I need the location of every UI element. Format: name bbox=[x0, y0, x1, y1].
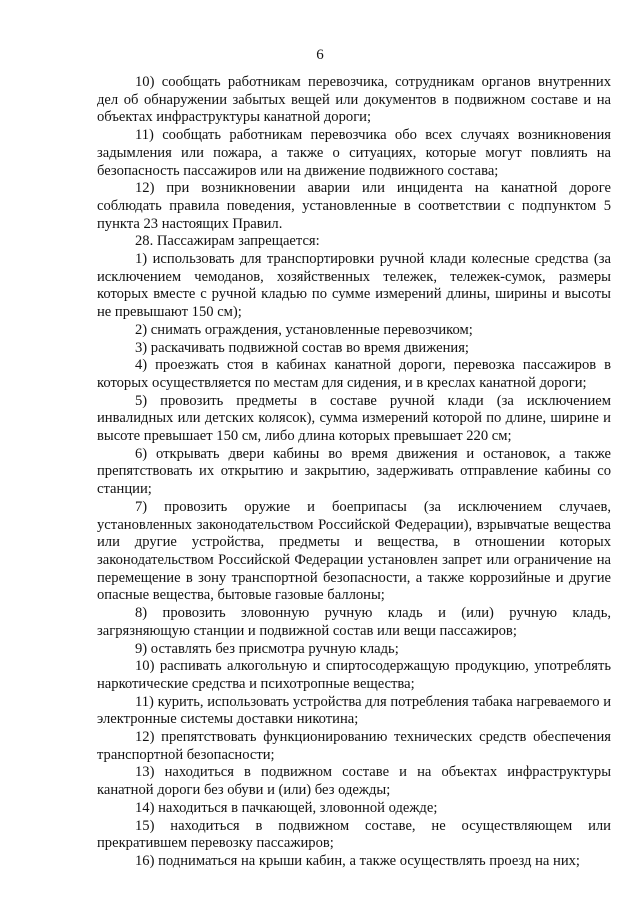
paragraph-item-10-report-forgotten-items: 10) сообщать работникам перевозчика, сотрудникам органов внутренних дел об обнаружении забытых вещей или документов в подвижном составе и на объектах инфраструктуры канатной дороги; bbox=[97, 74, 611, 126]
paragraph-prohibition-15: 15) находиться в подвижном составе, не осуществляющем или прекратившем перевозку пассажиров; bbox=[97, 817, 611, 852]
paragraph-prohibition-11: 11) курить, использовать устройства для потребления табака нагреваемого и электронные системы доставки никотина; bbox=[97, 693, 611, 728]
paragraph-prohibition-13: 13) находиться в подвижном составе и на объектах инфраструктуры канатной дороги без обуви и (или) без одежды; bbox=[97, 764, 611, 799]
paragraph-prohibition-5: 5) провозить предметы в составе ручной клади (за исключением инвалидных или детских колясок), сумма измерений которой по длине, ширине и высоте превышает 150 см, либо длина которых превышает 220 см; bbox=[97, 392, 611, 445]
paragraph-prohibition-2: 2) снимать ограждения, установленные перевозчиком; bbox=[135, 321, 473, 338]
paragraph-prohibition-3: 3) раскачивать подвижной состав во время движения; bbox=[135, 339, 469, 356]
paragraph-item-11-report-fire-smoke: 11) сообщать работникам перевозчика обо всех случаях возникновения задымления или пожара, а также о ситуациях, которые могут повлиять на безопасность пассажиров или на движение подвижного состава; bbox=[97, 127, 611, 179]
paragraph-item-12-accident-rules: 12) при возникновении аварии или инцидента на канатной дороге соблюдать правила поведения, установленные в соответствии с подпунктом 5 пункта 23 настоящих Правил. bbox=[97, 180, 611, 232]
paragraph-prohibition-6: 6) открывать двери кабины во время движения и остановок, а также препятствовать их открытию и закрытию, задерживать отправление кабины со станции; bbox=[97, 445, 611, 498]
page-number: 6 bbox=[316, 47, 324, 63]
paragraph-prohibition-8: 8) провозить зловонную ручную кладь и (или) ручную кладь, загрязняющую станции и подвижной состав или вещи пассажиров; bbox=[97, 605, 611, 639]
paragraph-prohibition-1: 1) использовать для транспортировки ручной клади колесные средства (за исключением чемоданов, хозяйственных тележек, тележек-сумок, размеры которых вместе с ручной кладью по сумме измерений длины, ширины и высоты не превышают 150 см); bbox=[97, 251, 611, 321]
paragraph-prohibition-10: 10) распивать алкогольную и спиртосодержащую продукцию, употреблять наркотические средства и психотропные вещества; bbox=[97, 658, 611, 692]
paragraph-prohibition-9: 9) оставлять без присмотра ручную кладь; bbox=[135, 640, 399, 657]
paragraph-prohibition-12: 12) препятствовать функционированию технических средств обеспечения транспортной безопасности; bbox=[97, 729, 611, 763]
section-heading-28-prohibitions: 28. Пассажирам запрещается: bbox=[135, 233, 320, 250]
paragraph-prohibition-7: 7) провозить оружие и боеприпасы (за исключением случаев, установленных законодательством Российской Федерации), взрывчатые вещества или другие устройства, предметы и вещества, в отношении которых законодательством Российской Федерации установлен запрет или ограничение на перемещение в зону транспортной безопасности, а также коррозийные и другие опасные вещества, бытовые газовые баллоны; bbox=[97, 498, 611, 604]
paragraph-prohibition-4: 4) проезжать стоя в кабинах канатной дороги, перевозка пассажиров в которых осуществляется по местам для сидения, и в креслах канатной дороги; bbox=[97, 357, 611, 391]
paragraph-prohibition-14: 14) находиться в пачкающей, зловонной одежде; bbox=[135, 799, 438, 816]
paragraph-prohibition-16: 16) подниматься на крыши кабин, а также осуществлять проезд на них; bbox=[135, 852, 580, 869]
document-body bbox=[97, 74, 611, 871]
